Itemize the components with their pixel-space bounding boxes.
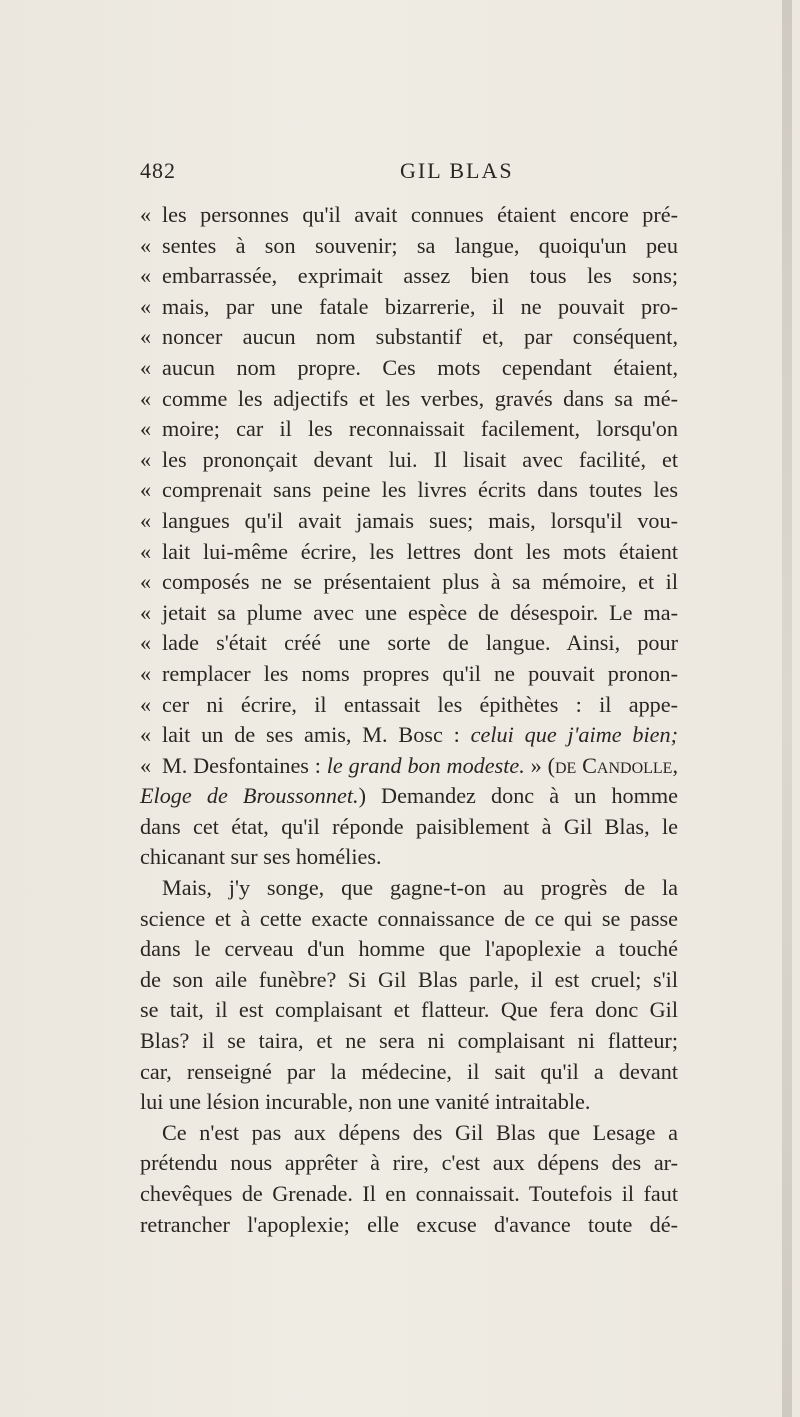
quote-mark: « [140, 385, 152, 411]
italic-quote: celui que j'aime bien; [470, 722, 679, 748]
quote-mark: « [140, 202, 152, 227]
text-line: « embarrassée, exprimait assez bien tous les sons; [140, 261, 678, 292]
quote-mark: « [140, 691, 152, 717]
text-line: retrancher l'apoplexie; elle excuse d'avance toute dé- [140, 1211, 678, 1237]
text-line: dans le cerveau d'un homme que l'apoplexie a touché [140, 936, 678, 962]
running-title: GIL BLAS [400, 158, 514, 183]
page-header [140, 150, 675, 190]
text-line: dans cet état, qu'il réponde paisiblement à Gil Blas, le [140, 813, 678, 839]
text-line: « comprenait sans peine les livres écrits dans toutes les [140, 475, 678, 506]
author-name: de Candolle [554, 752, 673, 778]
text-line: « remplacer les noms propres qu'il ne pouvait pronon- [140, 659, 678, 690]
paragraph-first-line: Ce n'est pas aux dépens des Gil Blas que Lesage a [162, 1119, 678, 1145]
page-edge-shadow [782, 0, 792, 1417]
text-line: Blas? il se taira, et ne sera ni complaisant ni flatteur; [140, 1028, 678, 1054]
text-line: « M. Desfontaines : le grand bon modeste. » (de Candolle, [140, 751, 678, 782]
text-line: se tait, il est complaisant et flatteur. Que fera donc Gil [140, 997, 678, 1023]
text-line: « lade s'était créé une sorte de langue. Ainsi, pour [140, 628, 678, 659]
text-line: « mais, par une fatale bizarrerie, il ne pouvait pro- [140, 292, 678, 323]
text-line: lui une lésion incurable, non une vanité intraitable. [140, 1089, 591, 1115]
quote-mark: « [140, 569, 152, 595]
body-text [140, 200, 678, 1240]
text-line: de son aile funèbre? Si Gil Blas parle, il est cruel; s'il [140, 966, 678, 992]
text-line: « lait un de ses amis, M. Bosc : celui que j'aime bien; [140, 720, 678, 751]
text-line: Eloge de Broussonnet.) Demandez donc à un homme [140, 783, 679, 809]
quote-mark: « [140, 446, 152, 472]
quote-mark: « [140, 293, 152, 319]
quote-mark: « [140, 416, 152, 442]
text-line: science et à cette exacte connaissance de ce qui se passe [140, 905, 678, 931]
quote-mark: « [140, 538, 152, 564]
text-line: « sentes à son souvenir; sa langue, quoiqu'un peu [140, 231, 678, 262]
text-line: car, renseigné par la médecine, il sait qu'il a devant [140, 1058, 678, 1084]
text-line: prétendu nous apprêter à rire, c'est aux dépens des ar- [140, 1150, 678, 1176]
text-line: « aucun nom propre. Ces mots cependant étaient, [140, 353, 678, 384]
quote-mark: « [140, 232, 152, 258]
quote-mark: « [140, 722, 152, 748]
quote-mark: « [140, 660, 152, 686]
quote-mark: « [140, 324, 152, 350]
text-line: chicanant sur ses homélies. [140, 844, 382, 870]
quote-mark: « [140, 263, 152, 289]
quote-mark: « [140, 599, 152, 625]
text-line: « les prononçait devant lui. Il lisait avec facilité, et [140, 445, 678, 476]
text-line: « jetait sa plume avec une espèce de désespoir. Le ma- [140, 598, 678, 629]
text-line: chevêques de Grenade. Il en connaissait. Toutefois il faut [140, 1181, 678, 1206]
quote-mark: « [140, 477, 152, 503]
text-line: « les personnes qu'il avait connues étaient encore pré- [140, 200, 678, 231]
text-line: « comme les adjectifs et les verbes, gravés dans sa mé- [140, 384, 678, 415]
text-line: « composés ne se présentaient plus à sa mémoire, et il [140, 567, 678, 598]
quote-mark: « [140, 752, 152, 778]
citation-title: Eloge de Broussonnet. [140, 783, 359, 809]
quote-mark: « [140, 354, 152, 380]
text-line: « cer ni écrire, il entassait les épithètes : il appe- [140, 690, 678, 721]
quote-mark: « [140, 630, 152, 656]
paragraph-first-line: Mais, j'y songe, que gagne-t-on au progrès de la [162, 875, 678, 901]
text-line: « lait lui-même écrire, les lettres dont les mots étaient [140, 537, 678, 568]
text-line: « moire; car il les reconnaissait facilement, lorsqu'on [140, 414, 678, 445]
text-line: « noncer aucun nom substantif et, par conséquent, [140, 322, 678, 353]
italic-quote: le grand bon modeste. [326, 752, 525, 778]
text-line: « langues qu'il avait jamais sues; mais, lorsqu'il vou- [140, 506, 678, 537]
page-number: 482 [140, 158, 176, 183]
quote-mark: « [140, 507, 152, 533]
